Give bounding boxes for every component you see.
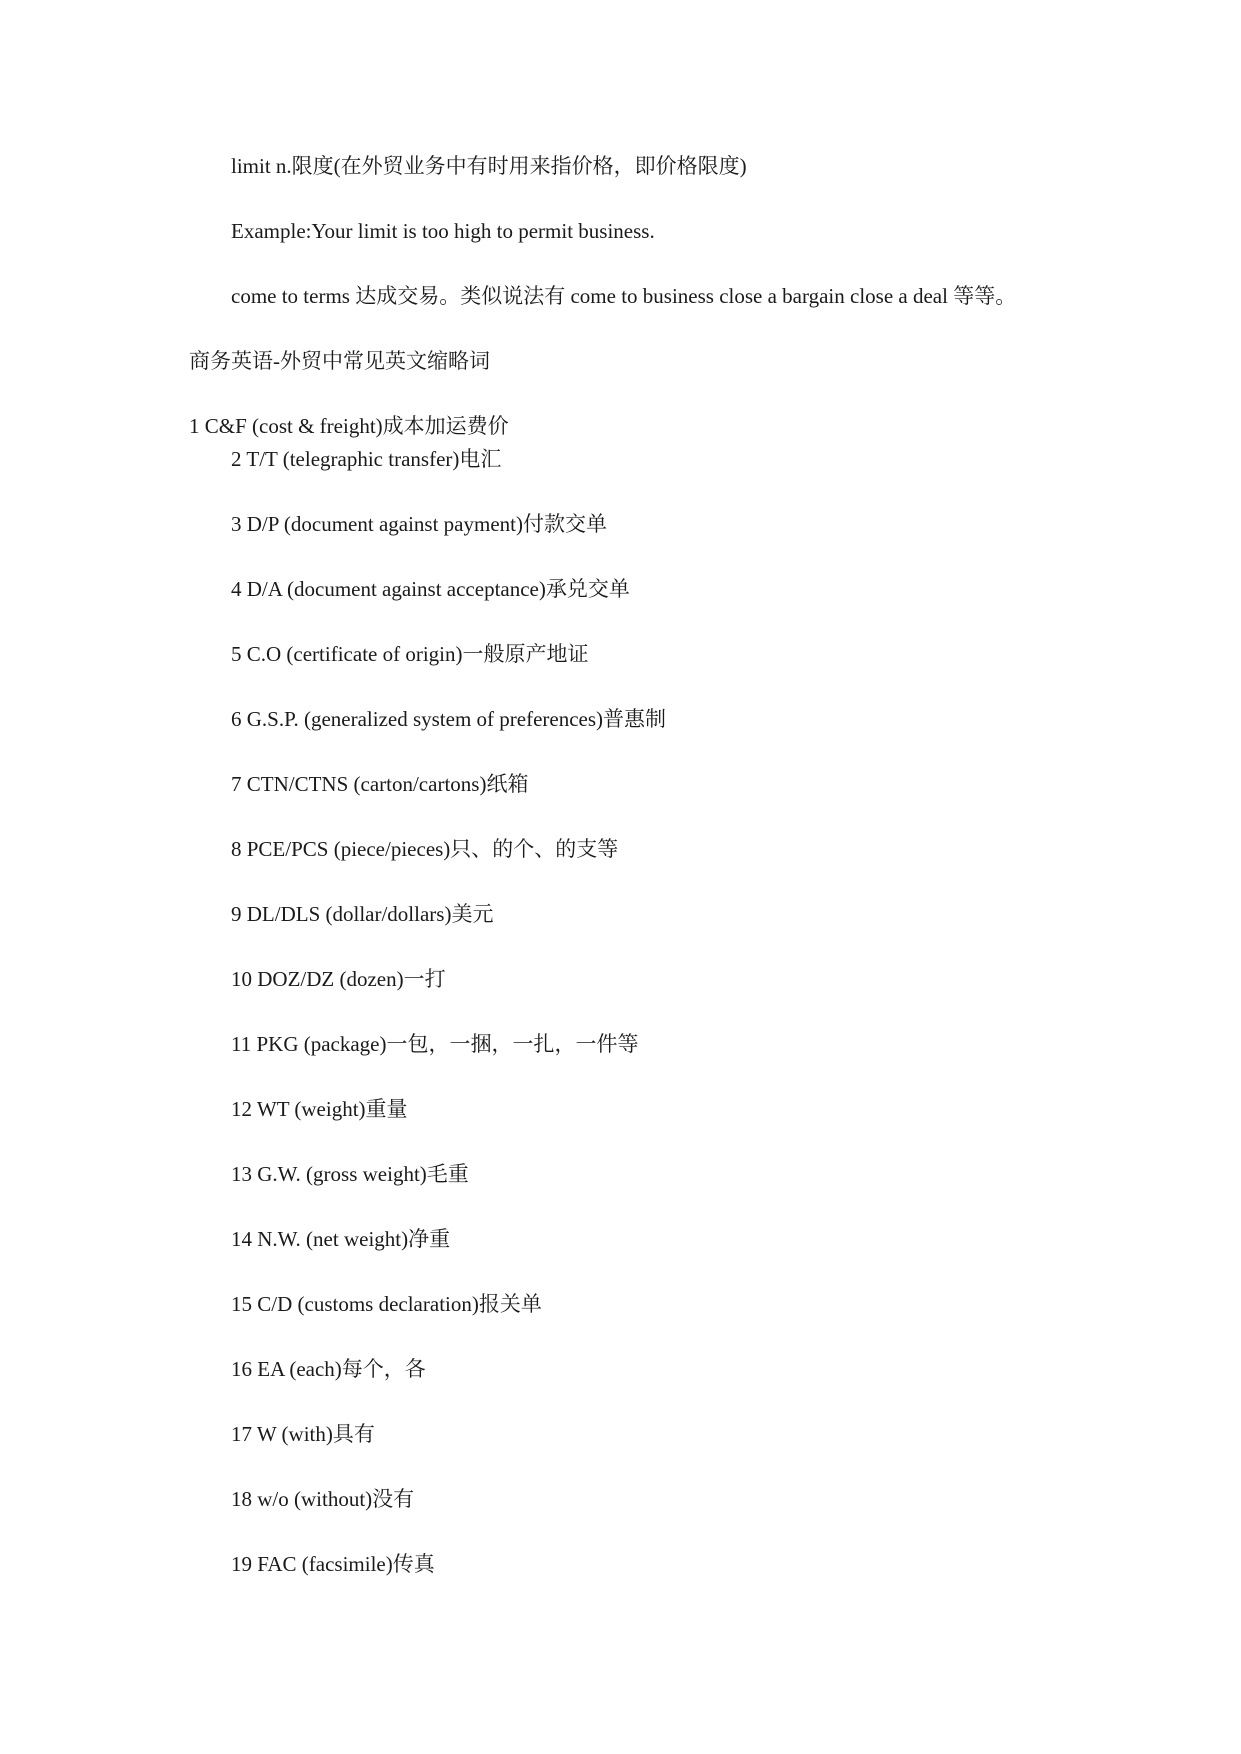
section-heading: 商务英语-外贸中常见英文缩略词 (189, 349, 490, 373)
abbreviation-item: 3 D/P (document against payment)付款交单 (231, 512, 607, 536)
abbreviation-item: 19 FAC (facsimile)传真 (231, 1552, 435, 1576)
abbreviation-item: 9 DL/DLS (dollar/dollars)美元 (231, 902, 494, 926)
abbreviation-item: 6 G.S.P. (generalized system of preferences)普惠制 (231, 707, 667, 731)
abbreviation-item: 1 C&F (cost & freight)成本加运费价 (189, 414, 509, 438)
abbreviation-item: 10 DOZ/DZ (dozen)一打 (231, 967, 446, 991)
abbreviation-item: 13 G.W. (gross weight)毛重 (231, 1162, 469, 1186)
abbreviation-item: 4 D/A (document against acceptance)承兑交单 (231, 577, 630, 601)
abbreviation-item: 8 PCE/PCS (piece/pieces)只、的个、的支等 (231, 837, 619, 861)
abbreviation-item: 14 N.W. (net weight)净重 (231, 1227, 451, 1251)
abbreviation-item: 16 EA (each)每个，各 (231, 1357, 426, 1381)
abbreviation-item: 17 W (with)具有 (231, 1422, 375, 1446)
abbreviation-item: 11 PKG (package)一包，一捆，一扎，一件等 (231, 1032, 639, 1056)
abbreviation-item: 5 C.O (certificate of origin)一般原产地证 (231, 642, 589, 666)
limit-definition: limit n.限度(在外贸业务中有时用来指价格，即价格限度) (231, 154, 747, 178)
abbreviation-item: 7 CTN/CTNS (carton/cartons)纸箱 (231, 772, 529, 796)
example-sentence: Example:Your limit is too high to permit business. (231, 219, 655, 243)
abbreviation-item: 18 w/o (without)没有 (231, 1487, 415, 1511)
abbreviation-item: 2 T/T (telegraphic transfer)电汇 (231, 447, 502, 471)
come-to-terms-definition: come to terms 达成交易。类似说法有 come to business close a bargain close a deal 等等。 (231, 284, 1017, 308)
abbreviation-item: 12 WT (weight)重量 (231, 1097, 408, 1121)
abbreviation-item: 15 C/D (customs declaration)报关单 (231, 1292, 542, 1316)
